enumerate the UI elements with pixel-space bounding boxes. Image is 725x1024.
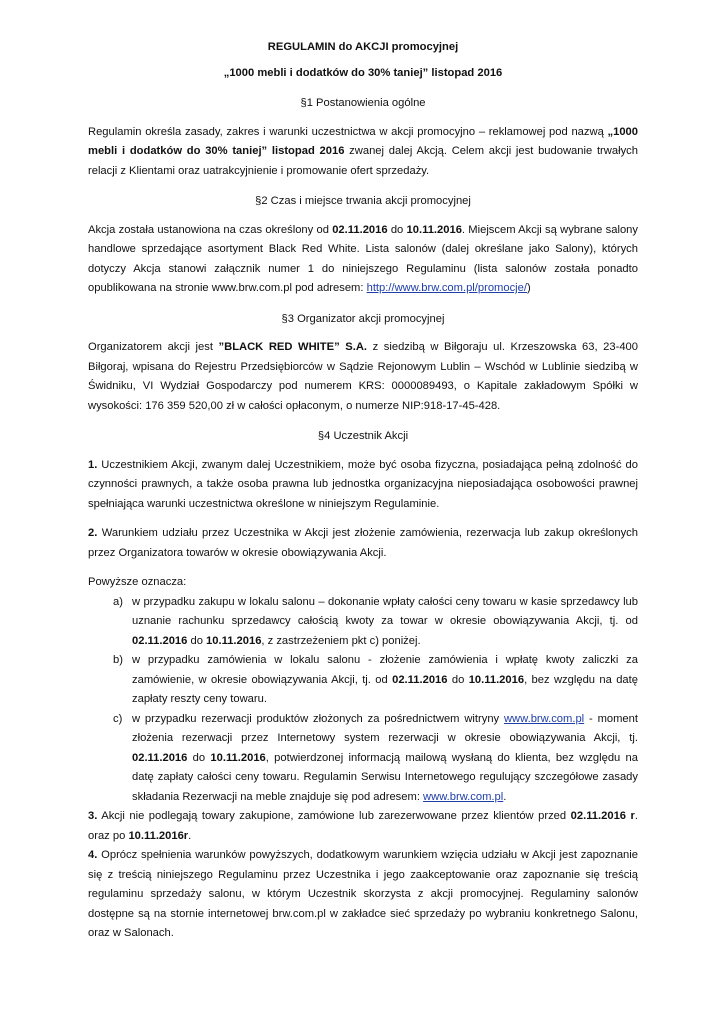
document-page xyxy=(88,38,638,944)
section-1-paragraph: Regulamin określa zasady, zakres i warunki uczestnictwa w akcji promocyjno – reklamowej pod nazwą „1000 mebli i dodatków do 30% taniej” listopad 2016 zwanej dalej Akcją. Celem akcji jest budowanie trwałych relacji z Klientami oraz uatrakcyjnienie i promowanie ofert sprzedaży. xyxy=(88,125,638,177)
section-2-heading: §2 Czas i miejsce trwania akcji promocyjnej xyxy=(255,195,471,207)
brw-regulamin-link[interactable]: www.brw.com.pl xyxy=(423,790,504,803)
brw-link[interactable]: www.brw.com.pl xyxy=(503,712,585,725)
document-subtitle: „1000 mebli i dodatków do 30% taniej” listopad 2016 xyxy=(223,66,503,79)
section-1-heading: §1 Postanowienia ogólne xyxy=(300,97,426,109)
conditions-list xyxy=(88,593,638,808)
section-4-point-3: 3. Akcji nie podlegają towary zakupione, zamówione lub zarezerwowane przez klientów przed 02.11.2016 r. oraz po 10.11.2016r. xyxy=(88,810,638,842)
section-4-heading: §4 Uczestnik Akcji xyxy=(317,430,409,442)
condition-b: b) w przypadku zamówienia w lokalu salonu - złożenie zamówienia i wpłatę kwoty zaliczki za zamówienie, w okresie obowiązywania Akcji, tj. od 02.11.2016 do 10.11.2016, bez względu na datę zapłaty reszty ceny towaru. xyxy=(113,654,638,705)
condition-c: c) w przypadku rezerwacji produktów złożonych za pośrednictwem witryny www.brw.com.pl - moment złożenia rezerwacji przez Internetowy system rezerwacji w okresie obowiązywania Akcji, tj. 02.11.2016 do 10.11.2016, potwierdzonej informacją mailową wysłaną do klienta, bez względu na datę zapłaty całości ceny towaru. Regulamin Serwisu Internetowego regulujący szczegółowe zasady składania Rezerwacji na meble znajduje się pod adresem: www.brw.com.pl. xyxy=(113,712,638,803)
section-3-paragraph: Organizatorem akcji jest ”BLACK RED WHITE” S.A. z siedzibą w Biłgoraju ul. Krzeszowska 63, 23-400 Biłgoraj, wpisana do Rejestru Przedsiębiorców w Sądzie Rejonowym Lublin – Wschód w Lublinie siedzibą w Świdniku, VI Wydział Gospodarczy pod numerem KRS: 0000089493, o Kapitale zakładowym Spółki w wysokości: 176 359 520,00 zł w całości opłaconym, o numerze NIP:918-17-45-428. xyxy=(88,341,638,412)
section-4-point-2: 2. Warunkiem udziału przez Uczestnika w Akcji jest złożenie zamówienia, rezerwacja lub zakup określonych przez Organizatora towarów w okresie obowiązywania Akcji. xyxy=(88,527,638,559)
promocje-link[interactable]: http://www.brw.com.pl/promocje/ xyxy=(366,282,528,294)
section-4-point-1: 1. Uczestnikiem Akcji, zwanym dalej Uczestnikiem, może być osoba fizyczna, posiadająca pełną zdolność do czynności prawnych, a także osoba prawna lub jednostka organizacyjna nieposiadająca osobowości prawnej spełniająca warunki uczestnictwa określone w niniejszym Regulaminie. xyxy=(88,458,638,510)
section-4-point-4: 4. Oprócz spełnienia warunków powyższych, dodatkowym warunkiem wzięcia udziału w Akcji jest zapoznanie się z treścią niniejszego Regulaminu przez Uczestnika i jego zaakceptowanie oraz zapoznanie się treścią regulaminu sprzedaży salonu, w którym Uczestnik skorzysta z akcji promocyjnej. Regulaminy salonów dostępne są na stornie internetowej brw.com.pl w zakładce sieć sprzedaży po wybraniu konkretnego Salonu, oraz w Salonach. xyxy=(88,849,638,939)
section-4-list-intro: Powyższe oznacza: xyxy=(88,576,187,588)
document-title: REGULAMIN do AKCJI promocyjnej xyxy=(267,41,459,53)
section-3-heading: §3 Organizator akcji promocyjnej xyxy=(281,312,445,325)
condition-a: a) w przypadku zakupu w lokalu salonu – dokonanie wpłaty całości ceny towaru w kasie sprzedawcy lub uznanie rachunku sprzedawcy całością kwoty za towar w okresie obowiązywania Akcji, tj. od 02.11.2016 do 10.11.2016, z zastrzeżeniem pkt c) poniżej. xyxy=(113,595,638,647)
section-2-paragraph: Akcja została ustanowiona na czas określony od 02.11.2016 do 10.11.2016. Miejscem Akcji są wybrane salony handlowe sprzedające asortyment Black Red White. Lista salonów (dalej określane jako Salony), których dotyczy Akcja stanowi załącznik numer 1 do niniejszego Regulaminu (lista salonów została ponadto opublikowana na stronie www.brw.com.pl pod adresem: http://www.brw.com.pl/promocje/) xyxy=(88,223,638,294)
